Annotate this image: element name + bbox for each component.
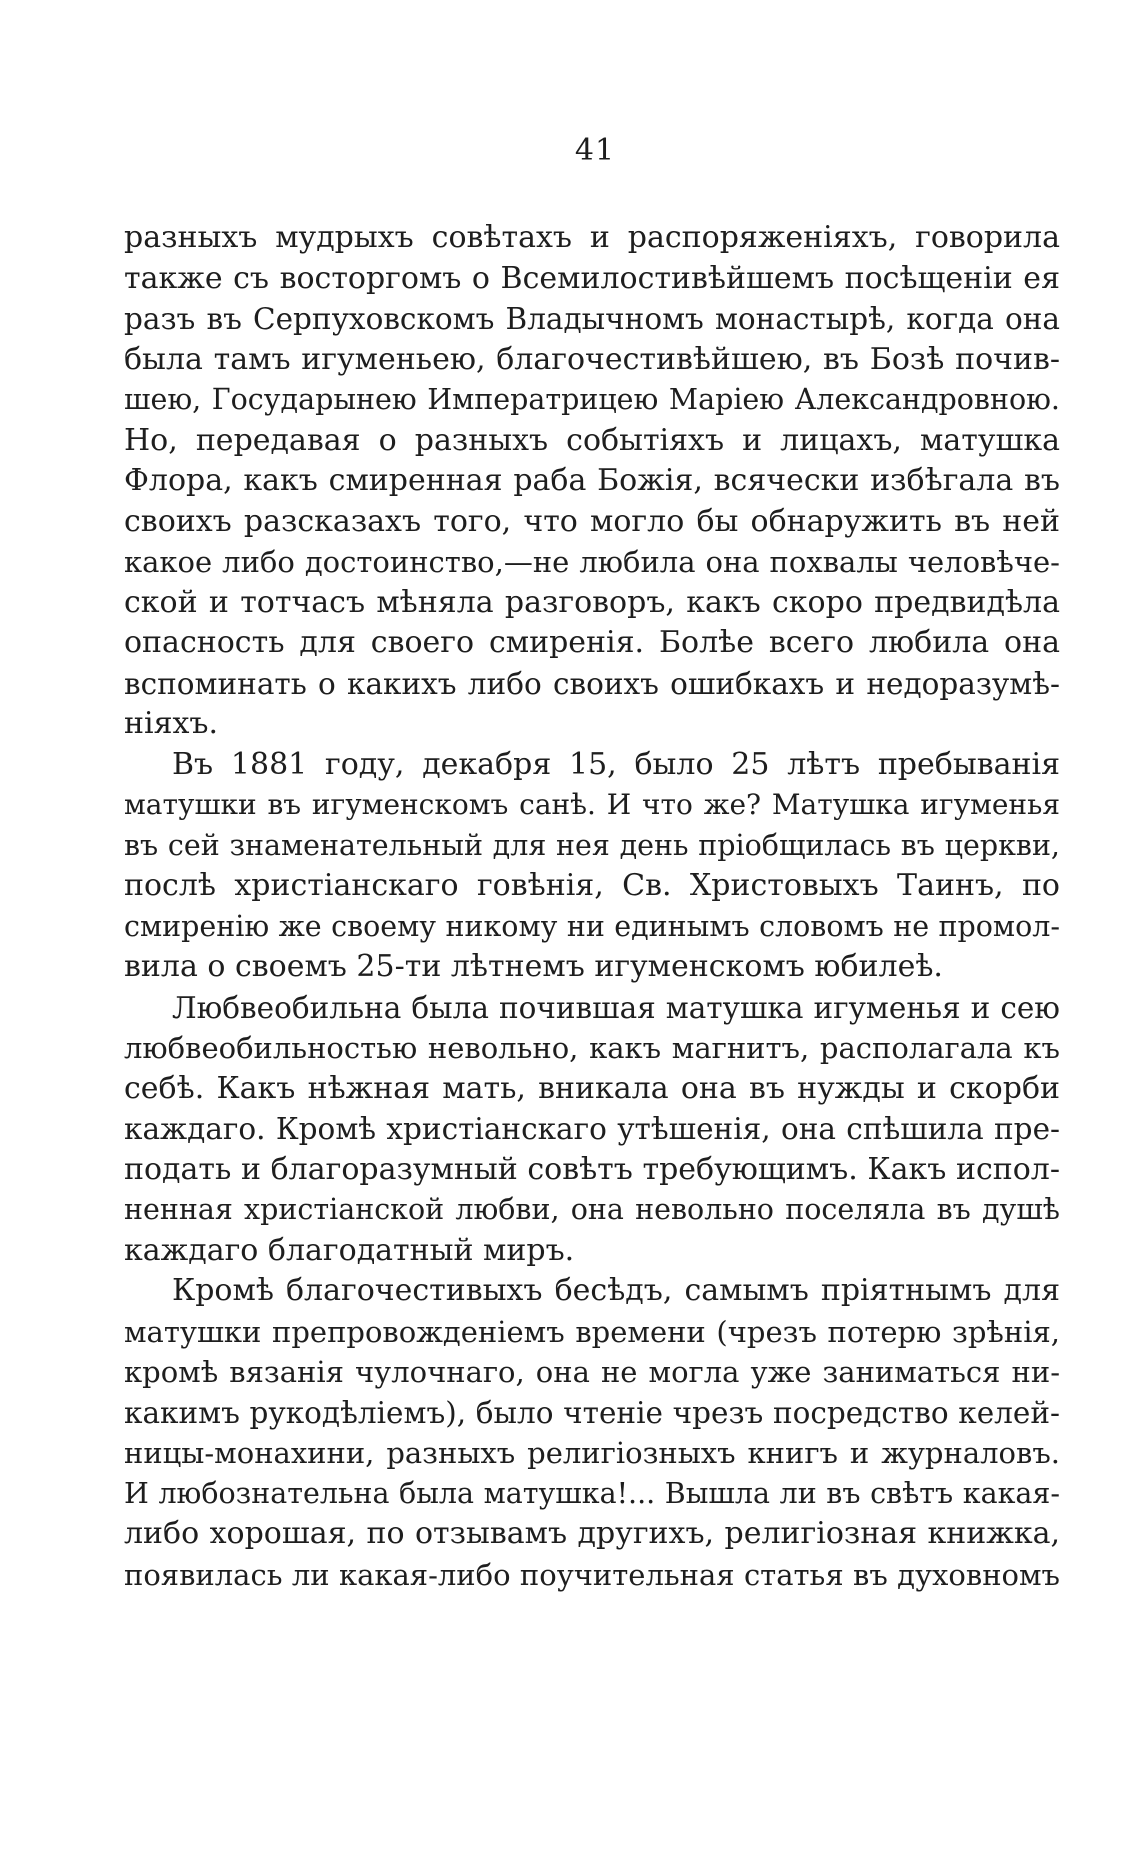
text-line: ской и тотчасъ мѣняла разговоръ, какъ скоро предвидѣла (124, 584, 1060, 620)
text-line: смиренію же своему никому ни единымъ словомъ не промол- (124, 909, 1060, 943)
text-line: Кромѣ благочестивыхъ бесѣдъ, самымъ пріятнымъ для (172, 1273, 1060, 1308)
text-line: опасность для своего смиренія. Болѣе всего любила она (124, 625, 1060, 660)
text-line: Любвеобильна была почившая матушка игуменья и сею (172, 990, 1060, 1025)
text-line: ненная христіанской любви, она невольно поселяла въ душѣ (124, 1193, 1060, 1226)
text-line: вила о своемъ 25-ти лѣтнемъ игуменскомъ юбилеѣ. (124, 949, 943, 984)
text-line: матушки препровожденіемъ времени (чрезъ потерю зрѣнія, (124, 1314, 1060, 1349)
text-line: въ сей знаменательный для нея день пріобщилась въ церкви, (124, 828, 1060, 862)
text-line: кромѣ вязанія чулочнаго, она не могла уже заниматься ни- (124, 1355, 1060, 1389)
text-line: И любознательна была матушка!... Вышла ли въ свѣтъ какая- (124, 1476, 1060, 1510)
page-number: 41 (574, 133, 616, 168)
text-line: какимъ рукодѣліемъ), было чтеніе чрезъ посредство келей- (124, 1395, 1060, 1430)
text-line: каждаго благодатный миръ. (124, 1232, 575, 1268)
text-line: матушки въ игуменскомъ санѣ. И что же? Матушка игуменья (124, 788, 1060, 821)
text-line: появилась ли какая-либо поучительная статья въ духовномъ (124, 1557, 1060, 1592)
text-line: Но, передавая о разныхъ событіяхъ и лицахъ, матушка (124, 422, 1060, 458)
text-line: любвеобильностью невольно, какъ магнитъ, располагала къ (124, 1031, 1060, 1065)
text-line: своихъ разсказахъ того, что могло бы обнаружить въ ней (124, 503, 1060, 539)
text-line: послѣ христіанскаго говѣнія, Св. Христовыхъ Таинъ, по (124, 868, 1060, 903)
text-line: либо хорошая, по отзывамъ другихъ, религіозная книжка, (124, 1516, 1060, 1551)
text-line: разъ въ Серпуховскомъ Владычномъ монастырѣ, когда она (124, 302, 1060, 336)
text-line: ніяхъ. (124, 706, 219, 741)
text-line: себѣ. Какъ нѣжная мать, вникала она въ нужды и скорби (124, 1070, 1060, 1106)
text-line: разныхъ мудрыхъ совѣтахъ и распоряженіяхъ, говорила (124, 220, 1060, 255)
text-line: подать и благоразумный совѣтъ требующимъ. Какъ испол- (124, 1151, 1060, 1187)
text-line: была тамъ игуменьею, благочестивѣйшею, въ Бозѣ почив- (124, 341, 1060, 377)
text-line: вспоминать о какихъ либо своихъ ошибкахъ и недоразумѣ- (124, 666, 1060, 701)
text-line: каждаго. Кромѣ христіанскаго утѣшенія, она спѣшила пре- (124, 1112, 1060, 1146)
body-text (124, 218, 1060, 1595)
text-line: Флора, какъ смиренная раба Божія, всячески избѣгала въ (124, 463, 1060, 498)
text-line: шею, Государынею Императрицею Маріею Александровною. (124, 383, 1060, 416)
text-line: ницы-монахини, разныхъ религіозныхъ книгъ и журналовъ. (124, 1436, 1060, 1470)
text-line: Въ 1881 году, декабря 15, было 25 лѣтъ пребыванія (172, 746, 1060, 782)
text-line: также съ восторгомъ о Всемилостивѣйшемъ посѣщеніи ея (124, 260, 1060, 296)
text-line: какое либо достоинство,—не любила она похвалы человѣче- (124, 545, 1060, 579)
